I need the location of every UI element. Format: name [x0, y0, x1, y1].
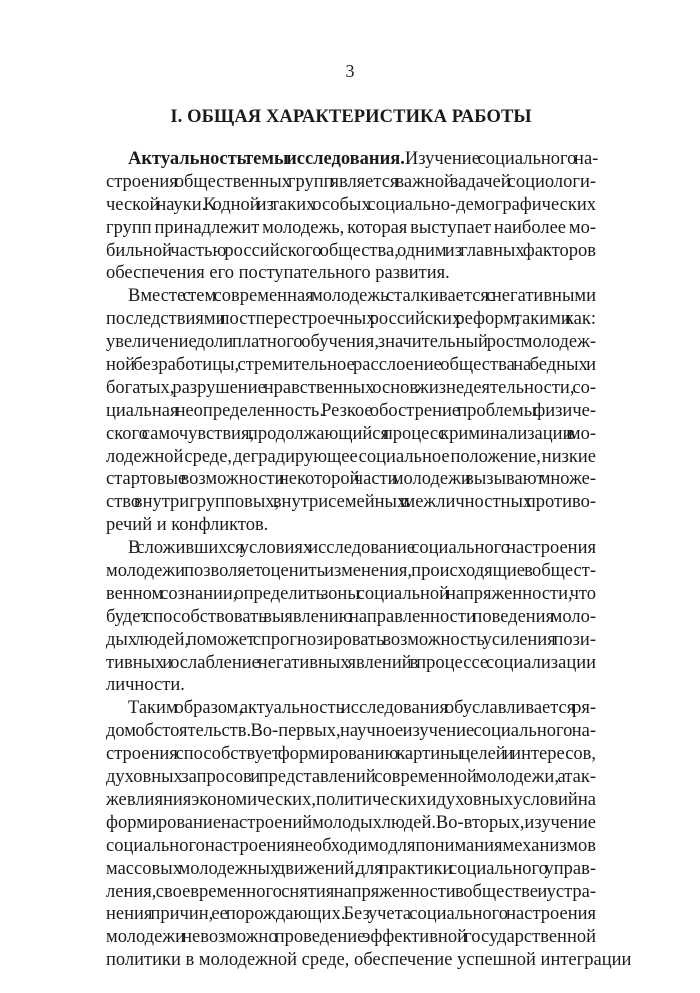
text-line — [106, 720, 596, 743]
text-line — [106, 697, 596, 720]
text-line-content: формирование настроений молодых людей. Во-вторых, изучение — [106, 812, 597, 833]
text-line — [106, 262, 596, 285]
text-line — [106, 514, 596, 537]
text-line — [106, 194, 596, 217]
text-line — [106, 606, 596, 629]
text-line-content: стартовые возможности некоторой части молодежи вызывают множе- — [106, 469, 596, 490]
text-line — [106, 148, 599, 171]
page-number: 3 — [345, 61, 355, 81]
text-line — [106, 743, 596, 766]
text-line — [106, 446, 596, 469]
text-line — [106, 354, 596, 377]
text-line — [106, 331, 596, 354]
paragraph — [106, 285, 596, 537]
text-line-content: ления, своевременного снятия напряженности в обществе и устра- — [106, 881, 596, 902]
text-line — [106, 674, 596, 697]
text-line-content: В сложившихся условиях исследование социального настроения — [128, 538, 596, 559]
text-line — [106, 881, 596, 904]
text-line-content: групп принадлежит молодежь, которая выступает наиболее мо- — [106, 217, 597, 238]
text-line-content: увеличение доли платного обучения, значительный рост молодеж- — [106, 332, 597, 353]
text-line — [106, 835, 596, 858]
text-line-content: речий и конфликтов. — [106, 515, 269, 536]
text-line — [106, 285, 596, 308]
text-line-content: ческой науки. К одной из таких особых социально-демографических — [106, 194, 596, 215]
text-line — [106, 171, 596, 194]
text-line — [106, 308, 596, 331]
text-line-content: тивных и ослабление негативных явлений в процессе социализации — [106, 652, 597, 673]
text-line — [106, 217, 596, 240]
text-line — [106, 858, 596, 881]
text-line — [106, 949, 632, 972]
text-line-content: ной безработицы, стремительное расслоение общества на бедных и — [106, 355, 597, 376]
text-line — [106, 537, 596, 560]
text-line — [106, 903, 596, 926]
text-line-content: дых людей, поможет спрогнозировать возможность усиления пози- — [106, 629, 596, 650]
text-line-content: бильной частью российского общества, одним из главных факторов — [106, 240, 596, 261]
text-line — [106, 629, 596, 652]
text-line — [106, 377, 596, 400]
text-line-content: циальная неопределенность. Резкое обострение проблемы физиче- — [106, 400, 597, 421]
text-line — [106, 652, 596, 675]
text-line-content: венном сознании, определить зоны социальной напряженности, что — [106, 583, 596, 604]
text-line-content: строения способствует формированию картины целей и интересов, — [106, 744, 597, 765]
paragraph — [106, 697, 632, 972]
text-line-content: Таким образом, актуальность исследования обуславливается ря- — [128, 698, 597, 719]
text-line — [106, 812, 596, 835]
text-line — [106, 423, 596, 446]
text-line-content: Вместе с тем современная молодежь сталкивается с негативными — [128, 286, 596, 307]
text-line-content: обеспечения его поступательного развития. — [106, 263, 450, 284]
text-line-content: же влияния экономических, политических и духовных условий на — [106, 789, 596, 810]
body-text — [106, 148, 632, 972]
text-line-content: дом обстоятельств. Во-первых, научное изучение социального на- — [106, 721, 596, 742]
text-line-content: будет способствовать выявлению направленности поведения моло- — [106, 606, 597, 627]
text-line-content: строения общественных групп является важной задачей социологи- — [106, 171, 597, 192]
text-line — [106, 400, 596, 423]
text-line — [106, 789, 596, 812]
text-line-content: молодежи позволяет оценить изменения, происходящие в общест- — [106, 561, 597, 582]
text-line-content: политики в молодежной среде, обеспечение успешной интеграции — [106, 950, 632, 971]
text-line-content: молодежи невозможно проведение эффективной государственной — [106, 927, 596, 948]
text-line — [106, 491, 596, 514]
text-line-content: личности. — [106, 675, 185, 696]
text-line-content: лодежной среде, деградирующее социальное положение, низкие — [106, 446, 597, 467]
text-line — [106, 926, 596, 949]
text-line-content: нения причин, ее порождающих. Без учета социального настроения — [106, 904, 597, 925]
section-title: I. ОБЩАЯ ХАРАКТЕРИСТИКА РАБОТЫ — [170, 107, 532, 127]
paragraph-lead: Актуальность темы исследования. — [128, 149, 405, 169]
paragraph — [106, 148, 599, 285]
text-line-content: богатых, разрушение нравственных основ жизнедеятельности, со- — [106, 377, 597, 398]
text-line — [106, 240, 596, 263]
text-line-content: духовных запросов и представлений современной молодежи, а так- — [106, 767, 597, 788]
text-line-content: последствиями постперестроечных российских реформ, такими как: — [106, 309, 597, 330]
text-line-content: ство внутригрупповых, внутрисемейных и межличностных противо- — [106, 492, 596, 513]
text-line-content: массовых молодежных движений, для практики социального управ- — [106, 858, 596, 879]
text-line — [106, 583, 596, 606]
text-line — [106, 560, 596, 583]
text-line-content: социального настроения необходимо для понимания механизмов — [106, 835, 596, 856]
text-line-content: Изучение социального на- — [404, 149, 599, 169]
text-line — [106, 468, 596, 491]
text-line-content: ского самочувствия, продолжающийся процесс криминализации в мо- — [106, 423, 596, 444]
paragraph — [106, 537, 596, 697]
text-line — [106, 766, 596, 789]
